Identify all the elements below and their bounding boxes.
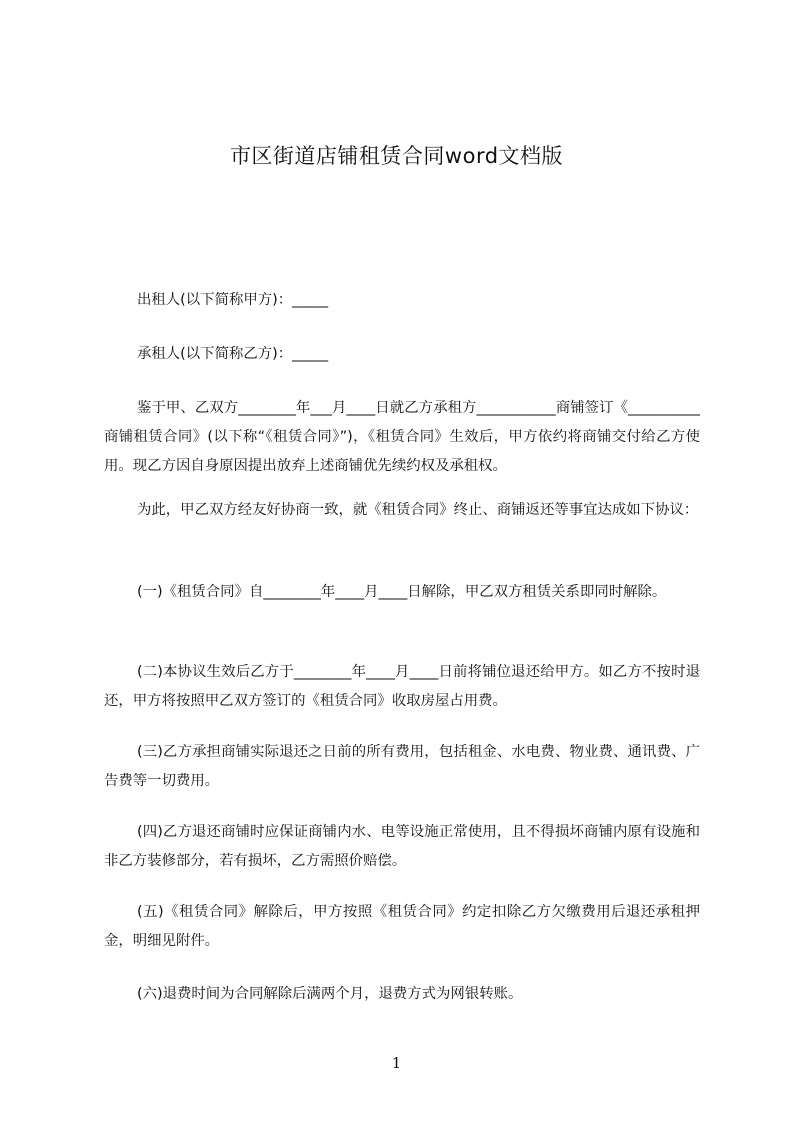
document-title: 市区街道店铺租赁合同word文档版	[229, 144, 564, 168]
paragraph-lessor: 出租人(以下简称甲方)：_____	[137, 292, 329, 308]
clause-4: (四)乙方退还商铺时应保证商铺内水、电等设施正常使用，且不得损坏商铺内原有设施和非乙方装修部分，若有损坏，乙方需照价赔偿。	[104, 824, 700, 869]
clause-6: (六)退费时间为合同解除后满两个月，退费方式为网银转账。	[137, 986, 523, 1002]
paragraph-lessee: 承租人(以下简称乙方)：_____	[137, 346, 329, 362]
paragraph-agreement-intro: 为此，甲乙双方经友好协商一致，就《租赁合同》终止、商铺返还等事宜达成如下协议：	[137, 502, 699, 518]
paragraph-whereas: 鉴于甲、乙双方________年___月____日就乙方承租方___________商铺签订《__________商铺租赁合同》(以下称“《租赁合同》”)，《租赁合同》生效后，甲方依约将商铺交付给乙方使用。现乙方因自身原因提出放弃上述商铺优先续约权及承租权。	[104, 400, 700, 474]
page-number: 1	[391, 1054, 402, 1072]
clause-2: (二)本协议生效后乙方于________年____月____日前将铺位退还给甲方。如乙方不按时退还，甲方将按照甲乙双方签订的《租赁合同》收取房屋占用费。	[104, 664, 700, 709]
clause-5: (五)《租赁合同》解除后，甲方按照《租赁合同》约定扣除乙方欠缴费用后退还承租押金，明细见附件。	[104, 904, 700, 949]
clause-1: (一)《租赁合同》自________年____月____日解除，甲乙双方租赁关系即同时解除。	[137, 584, 667, 600]
clause-3: (三)乙方承担商铺实际退还之日前的所有费用，包括租金、水电费、物业费、通讯费、广告费等一切费用。	[104, 744, 700, 789]
